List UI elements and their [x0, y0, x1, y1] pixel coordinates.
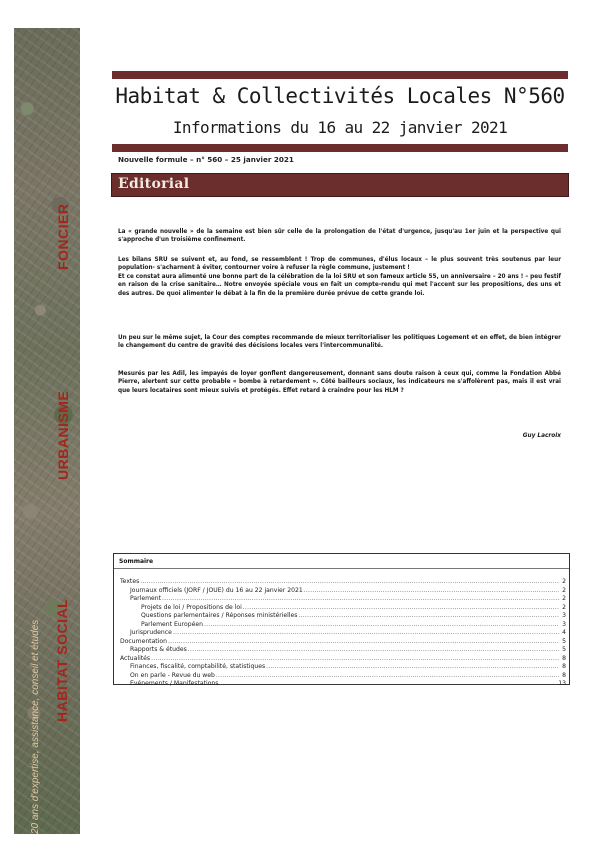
toc-entry-label: Parlement Européen — [141, 620, 203, 628]
toc-entry-label: Actualités — [120, 654, 151, 662]
toc-leader-dots — [151, 655, 559, 664]
toc-entry-page: 8 — [562, 663, 566, 670]
toc-entry-page: 5 — [562, 637, 566, 645]
toc-entry-page: 8 — [562, 654, 566, 662]
toc-entry[interactable] — [120, 578, 566, 587]
newsletter-title: Habitat & Collectivités Locales N°560 — [115, 84, 565, 108]
toc-entry[interactable] — [120, 638, 566, 647]
editorial-paragraph-4: Mesurés par les Adil, les impayés de loyer gonflent dangereusement, donnant sans doute raison à ceux qui, comme la Fondation Abbé Pierre, alertent sur cette probable « bombe à retardement ». Côté bailleurs sociaux, les indicateurs ne s'affolèrent pas, mais il est vrai que leurs locataires sont mieux suivis et protégés. Effet retard à craindre pour les HLM ? — [118, 371, 561, 394]
toc-entry[interactable] — [120, 655, 566, 664]
toc-entry-page: 5 — [562, 646, 566, 653]
editorial-paragraph-2a: Les bilans SRU se suivent et, au fond, se ressemblent ! Trop de communes, d'élus locaux – le plus souvent très soutenus par leur population- s'acharnent à éviter, contourner voire à refuser la règle commune, justement ! — [118, 257, 561, 272]
toc-leader-dots — [298, 612, 559, 621]
toc-entry-page: 13 — [558, 680, 566, 687]
toc-leader-dots — [168, 638, 559, 647]
toc-entry[interactable] — [120, 663, 566, 672]
toc-entry[interactable] — [120, 612, 566, 621]
sidebar-word-urbanisme: URBANISME — [55, 390, 71, 480]
toc-entry-label: Questions parlementaires / Réponses ministérielles — [141, 612, 298, 619]
toc-leader-dots — [204, 621, 559, 630]
section-heading: Editorial — [118, 176, 190, 192]
toc-entry[interactable] — [120, 595, 566, 604]
toc-entry-label: Evénements / Manifestations — [130, 680, 219, 687]
toc-entry-page: 2 — [562, 603, 566, 611]
toc-list — [120, 578, 566, 689]
header-top-bar — [112, 71, 568, 79]
toc-entry-label: Documentation — [120, 637, 167, 645]
toc-entry[interactable] — [120, 629, 566, 638]
toc-entry[interactable] — [120, 646, 566, 655]
editorial-paragraph-2b: Et ce constat aura alimenté une bonne part de la célébration de la loi SRU et son fameux article 55, un anniversaire – 20 ans ! – peu festif en raison de la crise sanitaire… Notre envoyée spéciale vous en fait un compte-rendu qui met l'accent sur les propositions, des uns et des autres. De quoi alimenter le débat à la fin de la première durée prévue de cette grande loi. — [118, 273, 561, 297]
sidebar-word-foncier: FONCIER — [55, 203, 71, 270]
toc-entry-label: Textes — [120, 578, 140, 585]
editorial-paragraph-3: Un peu sur le même sujet, la Cour des comptes recommande de mieux territorialiser les politiques Logement et en effet, de bien intégrer le changement du centre de gravité des décisions locales vers l'intercommunalité. — [118, 335, 561, 350]
toc-entry-page: 2 — [562, 595, 566, 602]
header-bottom-bar — [112, 144, 568, 152]
toc-leader-dots — [188, 646, 559, 655]
toc-leader-dots — [243, 604, 559, 613]
toc-entry-page: 8 — [562, 671, 566, 679]
toc-entry-page: 3 — [562, 620, 566, 628]
toc-leader-dots — [304, 587, 559, 596]
toc-entry-page: 2 — [562, 586, 566, 594]
toc-entry-page: 3 — [562, 612, 566, 619]
toc-entry-label: On en parle - Revue du web — [130, 671, 215, 679]
editorial-paragraph-1: La « grande nouvelle » de la semaine est bien sûr celle de la prolongation de l'état d'urgence, jusqu'au 1er juin et la perspective qui s'approche d'un troisième confinement. — [118, 229, 561, 244]
edition-line: Nouvelle formule – n° 560 – 25 janvier 2021 — [118, 155, 294, 164]
toc-entry[interactable] — [120, 672, 566, 681]
toc-entry[interactable] — [120, 680, 566, 689]
author-signature: Guy Lacroix — [522, 433, 561, 439]
toc-entry-label: Journaux officiels (JORF / JOUE) du 16 au 22 janvier 2021 — [130, 586, 303, 594]
toc-entry[interactable] — [120, 604, 566, 613]
sidebar-tagline: 20 ans d'expertise, assistance, conseil et études — [30, 619, 41, 834]
toc-entry-label: Finances, fiscalité, comptabilité, statistiques — [130, 663, 266, 670]
toc-entry-label: Rapports & études — [130, 646, 187, 653]
sidebar-word-habitat-social: HABITAT SOCIAL — [54, 598, 70, 722]
section-heading-bar — [111, 173, 569, 197]
aerial-photo-strip — [14, 28, 80, 834]
editorial-paragraph-2 — [118, 256, 561, 298]
toc-leader-dots — [140, 578, 559, 587]
toc-entry-label: Jurisprudence — [130, 629, 172, 636]
toc-leader-dots — [162, 595, 559, 604]
toc-title: Sommaire — [119, 558, 154, 565]
toc-entry[interactable] — [120, 621, 566, 630]
toc-entry-label: Projets de loi / Propositions de loi — [141, 603, 242, 611]
toc-leader-dots — [173, 629, 559, 638]
toc-divider — [114, 568, 569, 569]
table-of-contents — [113, 553, 570, 685]
toc-leader-dots — [216, 672, 559, 681]
toc-entry-label: Parlement — [130, 595, 162, 602]
toc-entry-page: 2 — [562, 578, 566, 585]
toc-leader-dots — [219, 680, 557, 689]
toc-entry[interactable] — [120, 587, 566, 596]
toc-leader-dots — [266, 663, 559, 672]
toc-entry-page: 4 — [562, 629, 566, 636]
newsletter-subtitle: Informations du 16 au 22 janvier 2021 — [172, 118, 508, 137]
